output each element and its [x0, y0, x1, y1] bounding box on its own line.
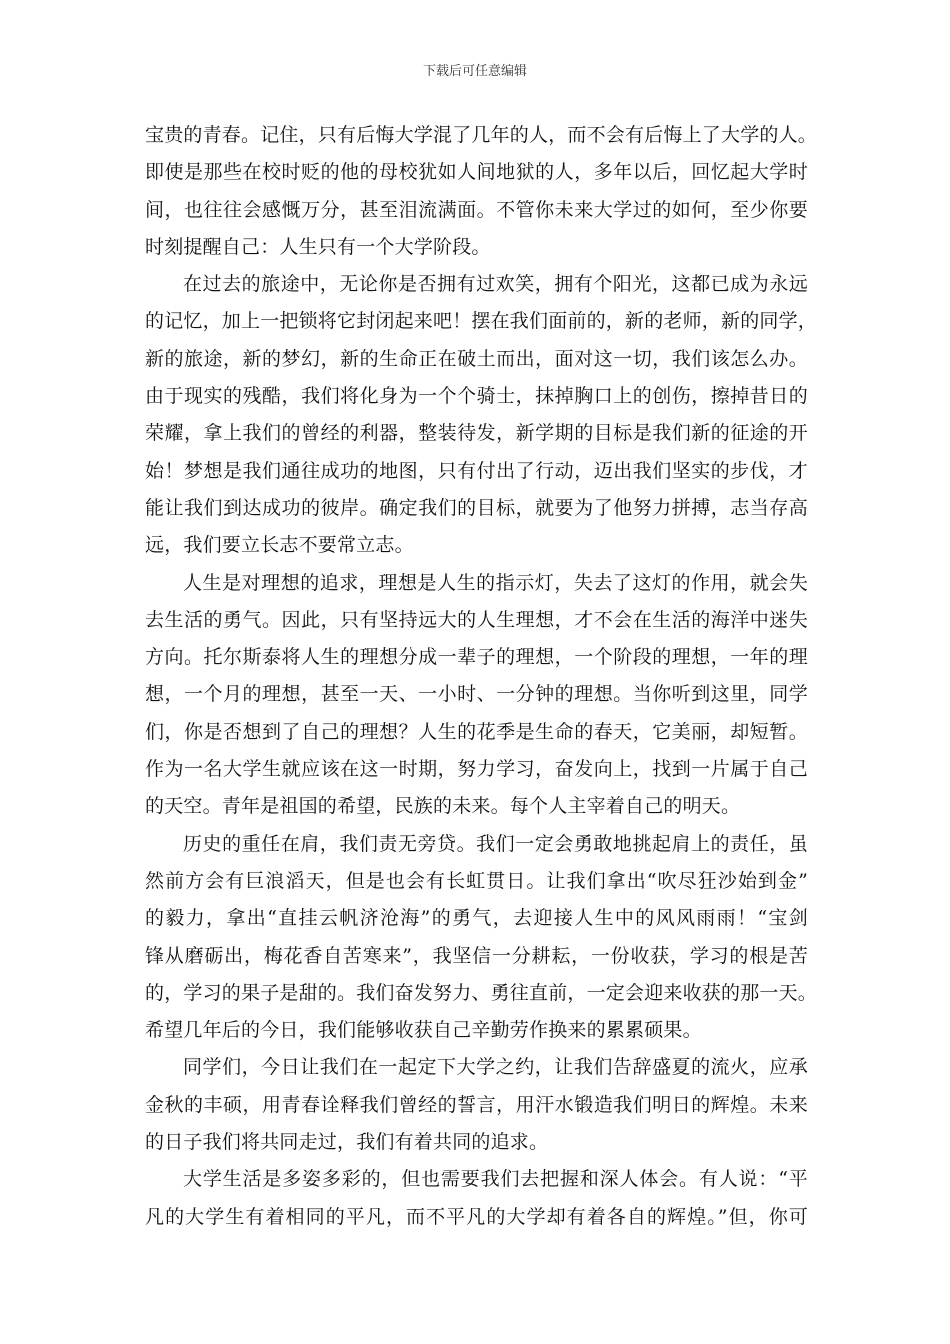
text-line: 远，我们要立长志不要常立志。	[145, 534, 414, 557]
text-line: 然前方会有巨浪滔天，但是也会有长虹贯日。让我们拿出“吹尽狂沙始到金”	[145, 869, 808, 892]
text-line: 间，也往往会感慨万分，甚至泪流满面。不管你未来大学过的如何，至少你要	[145, 198, 808, 221]
text-line: 锋从磨砺出，梅花香自苦寒来”，我坚信一分耕耘，一份收获，学习的根是苦	[145, 944, 808, 967]
text-line: 荣耀，拿上我们的曾经的利器，整装待发，新学期的目标是我们新的征途的开	[145, 422, 808, 445]
text-line: 希望几年后的今日，我们能够收获自己辛勤劳作换来的累累硕果。	[145, 1019, 702, 1042]
text-line: 由于现实的残酷，我们将化身为一个个骑士，抹掉胸口上的创伤，擦掉昔日的	[145, 385, 808, 408]
text-line: 时刻提醒自己：人生只有一个大学阶段。	[145, 235, 491, 258]
text-line: 凡的大学生有着相同的平凡，而不平凡的大学却有着各自的辉煌。”但，你可	[145, 1205, 808, 1228]
document-body	[145, 117, 818, 1236]
text-line: 即使是那些在校时贬的他的母校犹如人间地狱的人，多年以后，回忆起大学时	[145, 161, 808, 184]
text-line: 同学们，今日让我们在一起定下大学之约，让我们告辞盛夏的流火，应承	[183, 1056, 808, 1079]
text-line: 大学生活是多姿多彩的，但也需要我们去把握和深人体会。有人说：“平	[183, 1168, 808, 1191]
text-line: 的天空。青年是祖国的希望，民族的未来。每个人主宰着自己的明天。	[145, 795, 741, 818]
page-header: 下载后可任意编辑	[422, 64, 527, 79]
text-line: 的毅力，拿出“直挂云帆济沧海”的勇气，去迎接人生中的风风雨雨！“宝剑	[145, 907, 808, 930]
text-line: 人生是对理想的追求，理想是人生的指示灯，失去了这灯的作用，就会失	[183, 571, 808, 594]
text-line: 去生活的勇气。因此，只有坚持远大的人生理想，才不会在生活的海洋中迷失	[145, 608, 808, 631]
text-line: 的日子我们将共同走过，我们有着共同的追求。	[145, 1131, 549, 1154]
text-line: 想，一个月的理想，甚至一天、一小时、一分钟的理想。当你听到这里，同学	[145, 683, 808, 706]
text-line: 始！梦想是我们通往成功的地图，只有付出了行动，迈出我们坚实的步伐，才	[145, 459, 808, 482]
text-line: 在过去的旅途中，无论你是否拥有过欢笑，拥有个阳光，这都已成为永远	[183, 273, 808, 296]
text-line: 作为一名大学生就应该在这一时期，努力学习，奋发向上，找到一片属于自己	[145, 758, 808, 781]
text-line: 能让我们到达成功的彼岸。确定我们的目标，就要为了他努力拼搏，志当存高	[145, 496, 808, 519]
text-line: 的，学习的果子是甜的。我们奋发努力、勇往直前，一定会迎来收获的那一天。	[145, 981, 818, 1004]
text-line: 们，你是否想到了自己的理想？人生的花季是生命的春天，它美丽，却短暂。	[145, 720, 808, 743]
text-line: 历史的重任在肩，我们责无旁贷。我们一定会勇敢地挑起肩上的责任，虽	[183, 832, 808, 855]
text-line: 宝贵的青春。记住，只有后悔大学混了几年的人，而不会有后悔上了大学的人。	[145, 124, 818, 146]
text-line: 的记忆，加上一把锁将它封闭起来吧！摆在我们面前的，新的老师，新的同学，	[145, 310, 818, 333]
text-line: 金秋的丰硕，用青春诠释我们曾经的誓言，用汗水锻造我们明日的辉煌。未来	[145, 1093, 808, 1116]
text-line: 方向。托尔斯泰将人生的理想分成一辈子的理想，一个阶段的理想，一年的理	[145, 646, 808, 669]
text-line: 新的旅途，新的梦幻，新的生命正在破土而出，面对这一切，我们该怎么办。	[145, 347, 808, 370]
